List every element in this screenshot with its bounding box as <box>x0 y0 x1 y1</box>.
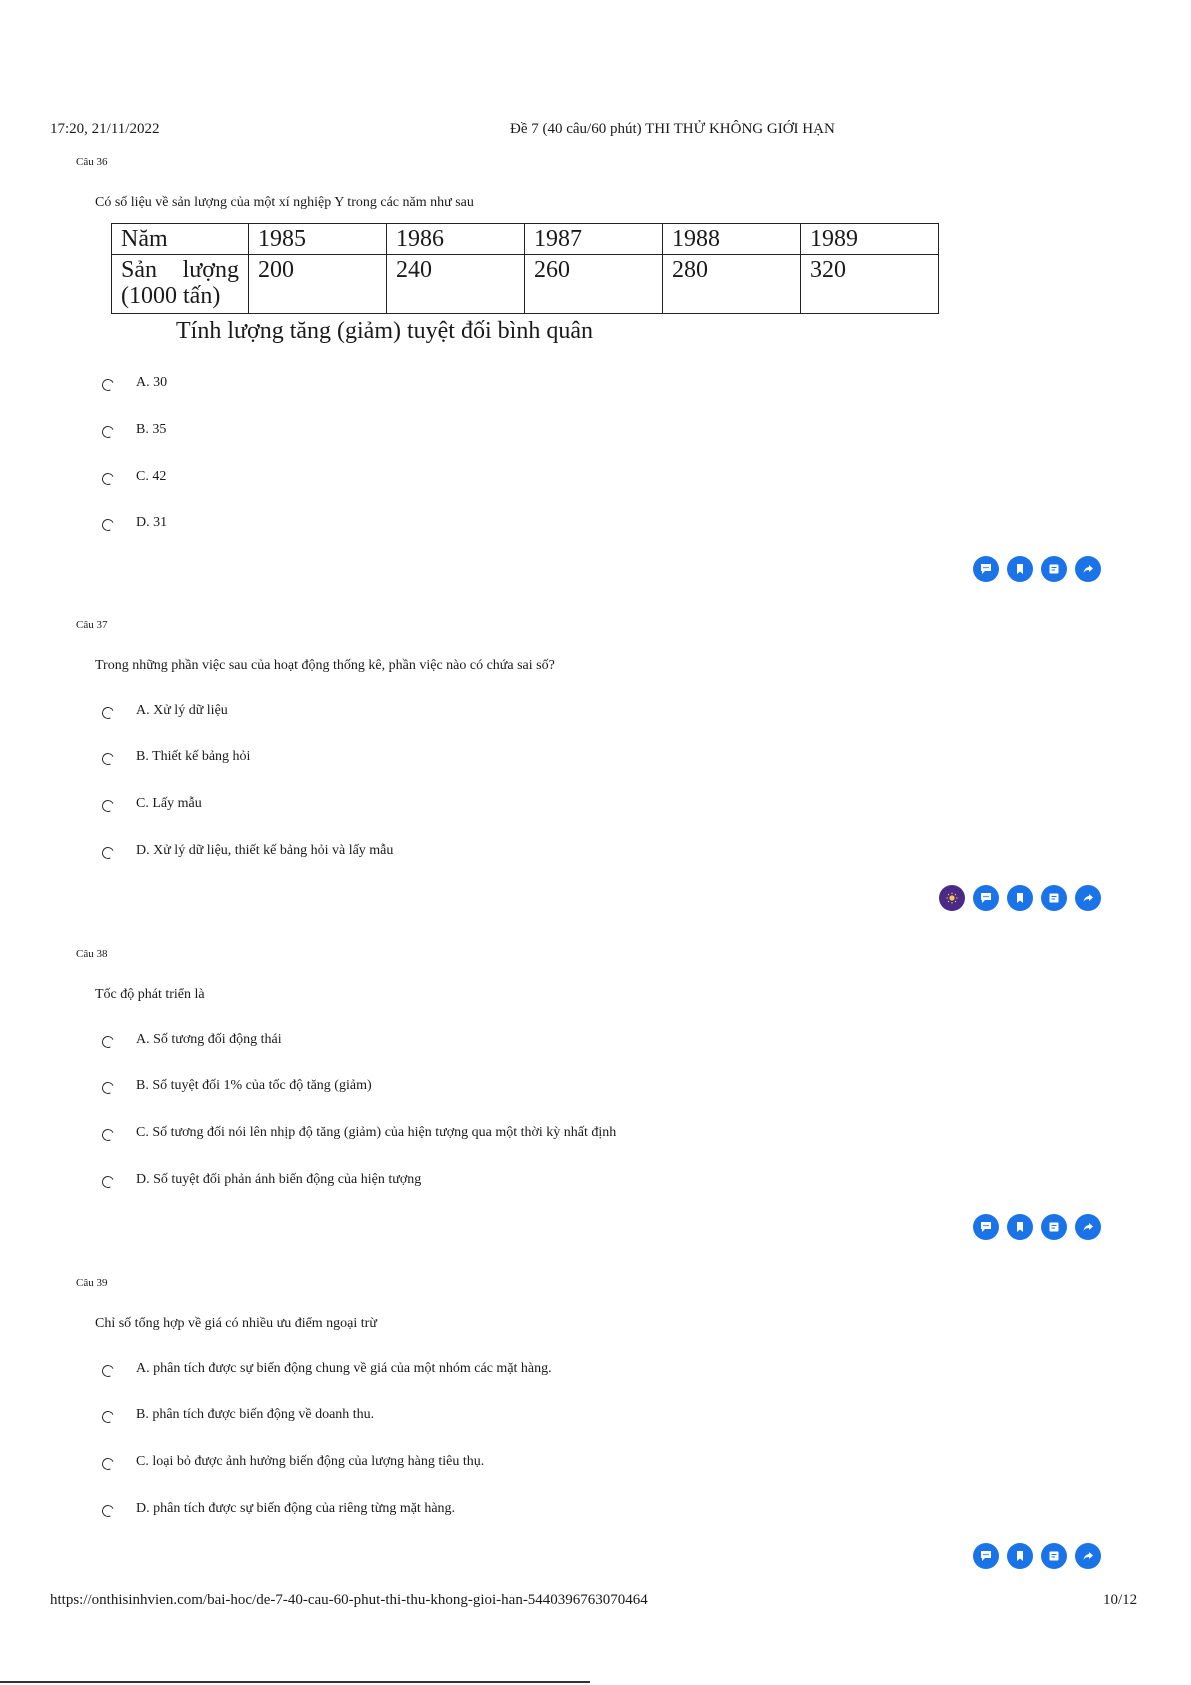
answer-option[interactable] <box>102 1078 372 1094</box>
radio-icon[interactable] <box>100 751 115 766</box>
comment-icon[interactable] <box>973 556 999 582</box>
question-actions <box>973 1543 1101 1569</box>
answer-option[interactable] <box>102 749 250 765</box>
answer-option[interactable] <box>102 1032 282 1048</box>
radio-icon[interactable] <box>100 1080 115 1095</box>
note-icon[interactable] <box>1041 1214 1067 1240</box>
table-year-cell: 1987 <box>525 224 663 255</box>
option-label: C. Số tương đối nói lên nhịp độ tăng (giảm) của hiện tượng qua một thời kỳ nhất định <box>136 1125 617 1140</box>
question-number: Câu 38 <box>76 948 108 960</box>
answer-option[interactable] <box>102 1454 484 1470</box>
row-label-word: Sản <box>121 257 157 283</box>
table-value-cell: 280 <box>663 255 801 314</box>
answer-option[interactable] <box>102 515 167 531</box>
table-year-cell: 1988 <box>663 224 801 255</box>
option-label: B. Số tuyệt đối 1% của tốc độ tăng (giảm) <box>136 1078 372 1093</box>
comment-icon[interactable] <box>973 1214 999 1240</box>
radio-icon[interactable] <box>100 377 115 392</box>
radio-icon[interactable] <box>100 798 115 813</box>
print-datetime: 17:20, 21/11/2022 <box>50 121 160 137</box>
radio-icon[interactable] <box>100 705 115 720</box>
option-label: D. Số tuyệt đối phản ánh biến động của hiện tượng <box>136 1172 422 1187</box>
option-label: D. Xử lý dữ liệu, thiết kế bảng hỏi và lấy mẫu <box>136 843 394 858</box>
page-title: Đề 7 (40 câu/60 phút) THI THỬ KHÔNG GIỚI HẠN <box>510 121 835 137</box>
question-number: Câu 36 <box>76 156 108 168</box>
question-actions <box>939 885 1101 911</box>
radio-icon[interactable] <box>100 1409 115 1424</box>
answer-option[interactable] <box>102 375 167 391</box>
table-row <box>112 224 939 255</box>
comment-icon[interactable] <box>973 885 999 911</box>
production-table <box>111 223 939 314</box>
question-actions <box>973 1214 1101 1240</box>
question-text: Có số liệu về sản lượng của một xí nghiệp Y trong các năm như sau <box>95 195 474 210</box>
note-icon[interactable] <box>1041 556 1067 582</box>
option-label: A. phân tích được sự biến động chung về giá của một nhóm các mặt hàng. <box>136 1361 552 1376</box>
divider <box>0 1681 590 1683</box>
table-year-cell: 1986 <box>387 224 525 255</box>
table-row <box>112 255 939 314</box>
radio-icon[interactable] <box>100 517 115 532</box>
share-icon[interactable] <box>1075 1543 1101 1569</box>
answer-option[interactable] <box>102 843 393 859</box>
radio-icon[interactable] <box>100 1034 115 1049</box>
table-value-cell: 240 <box>387 255 525 314</box>
bookmark-icon[interactable] <box>1007 885 1033 911</box>
bookmark-icon[interactable] <box>1007 1214 1033 1240</box>
answer-option[interactable] <box>102 1407 374 1423</box>
table-header-label: Năm <box>112 224 249 255</box>
option-label: B. phân tích được biến động về doanh thu. <box>136 1407 375 1422</box>
table-row-label <box>112 255 249 314</box>
table-value-cell: 320 <box>801 255 939 314</box>
option-label: C. 42 <box>136 469 167 484</box>
answer-option[interactable] <box>102 1501 455 1517</box>
answer-option[interactable] <box>102 1125 616 1141</box>
table-year-cell: 1985 <box>249 224 387 255</box>
share-icon[interactable] <box>1075 556 1101 582</box>
table-year-cell: 1989 <box>801 224 939 255</box>
answer-option[interactable] <box>102 796 202 812</box>
answer-option[interactable] <box>102 703 228 719</box>
question-text: Chỉ số tổng hợp về giá có nhiều ưu điểm ngoại trừ <box>95 1316 377 1331</box>
row-label-word: lượng <box>182 257 239 283</box>
page-number: 10/12 <box>1103 1592 1138 1608</box>
radio-icon[interactable] <box>100 471 115 486</box>
comment-icon[interactable] <box>973 1543 999 1569</box>
answer-option[interactable] <box>102 1172 421 1188</box>
option-label: D. phân tích được sự biến động của riêng từng mặt hàng. <box>136 1501 456 1516</box>
table-value-cell: 260 <box>525 255 663 314</box>
radio-icon[interactable] <box>100 1174 115 1189</box>
table-value-cell: 200 <box>249 255 387 314</box>
share-icon[interactable] <box>1075 885 1101 911</box>
option-label: B. Thiết kế bảng hỏi <box>136 749 251 764</box>
radio-icon[interactable] <box>100 424 115 439</box>
option-label: C. Lấy mẫu <box>136 796 202 811</box>
note-icon[interactable] <box>1041 885 1067 911</box>
question-number: Câu 37 <box>76 619 108 631</box>
page-url: https://onthisinhvien.com/bai-hoc/de-7-40-cau-60-phut-thi-thu-khong-gioi-han-5440396763070464 <box>50 1592 648 1608</box>
question-text: Trong những phần việc sau của hoạt động thống kê, phần việc nào có chứa sai số? <box>95 658 555 673</box>
option-label: A. 30 <box>136 375 168 390</box>
question-actions <box>973 556 1101 582</box>
option-label: D. 31 <box>136 515 168 530</box>
option-label: B. 35 <box>136 422 167 437</box>
table-caption: Tính lượng tăng (giảm) tuyệt đối bình quân <box>176 318 593 344</box>
radio-icon[interactable] <box>100 845 115 860</box>
answer-option[interactable] <box>102 422 166 438</box>
option-label: A. Xử lý dữ liệu <box>136 703 228 718</box>
radio-icon[interactable] <box>100 1456 115 1471</box>
question-number: Câu 39 <box>76 1277 108 1289</box>
bookmark-icon[interactable] <box>1007 556 1033 582</box>
radio-icon[interactable] <box>100 1363 115 1378</box>
radio-icon[interactable] <box>100 1503 115 1518</box>
bookmark-icon[interactable] <box>1007 1543 1033 1569</box>
share-icon[interactable] <box>1075 1214 1101 1240</box>
row-label-unit: (1000 tấn) <box>121 283 221 309</box>
lightbulb-icon[interactable] <box>939 885 965 911</box>
option-label: C. loại bỏ được ảnh hưởng biến động của lượng hàng tiêu thụ. <box>136 1454 485 1469</box>
radio-icon[interactable] <box>100 1127 115 1142</box>
note-icon[interactable] <box>1041 1543 1067 1569</box>
answer-option[interactable] <box>102 1361 552 1377</box>
answer-option[interactable] <box>102 469 166 485</box>
question-text: Tốc độ phát triển là <box>95 987 205 1002</box>
option-label: A. Số tương đối động thái <box>136 1032 282 1047</box>
